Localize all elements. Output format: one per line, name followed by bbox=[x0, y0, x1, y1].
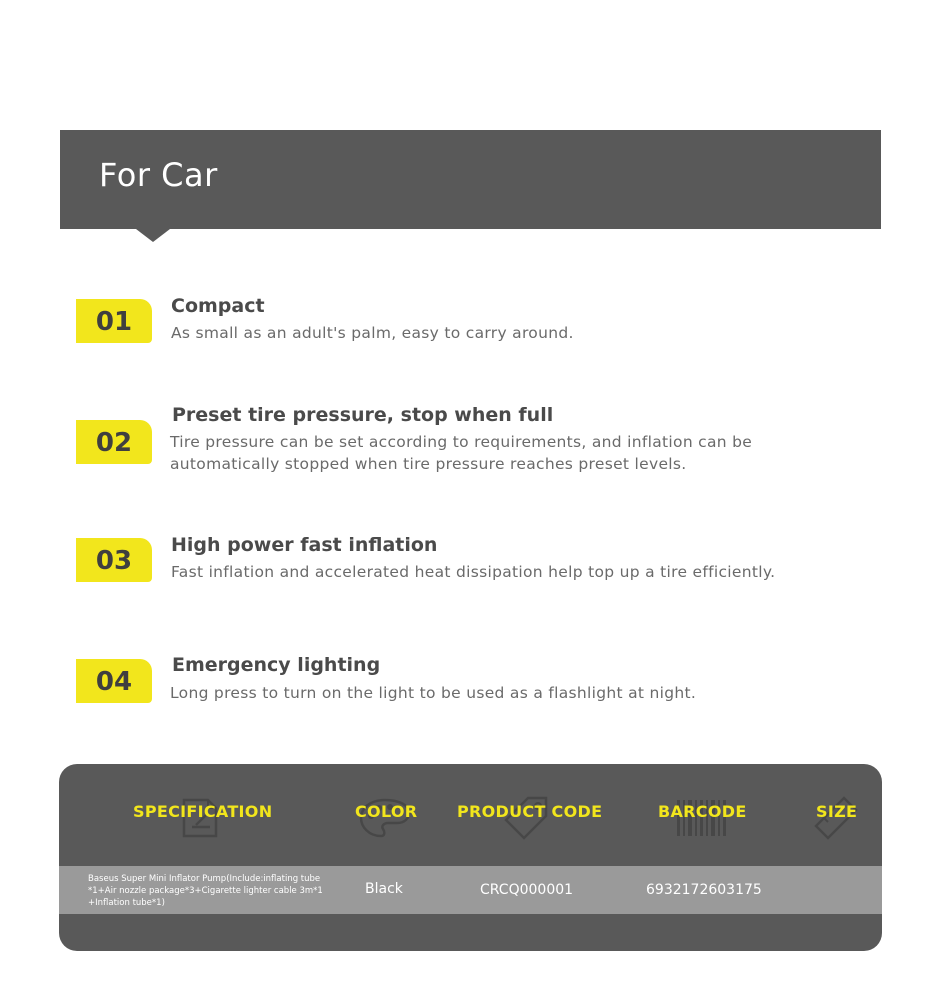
feature-description: Long press to turn on the light to be used as a flashlight at night. bbox=[170, 684, 697, 702]
feature-description: Fast inflation and accelerated heat dissipation help top up a tire efficiently. bbox=[171, 563, 776, 581]
feature-title: High power fast inflation bbox=[171, 534, 438, 556]
cell-specification: Baseus Super Mini Inflator Pump(Include:inflating tube *1+Air nozzle package*3+Cigarette lighter cable 3m*1 +Inflation tube*1) bbox=[88, 874, 323, 908]
specification-table bbox=[59, 764, 882, 951]
feature-item bbox=[76, 403, 836, 483]
banner-pointer bbox=[136, 229, 170, 242]
header-product-code: PRODUCT CODE bbox=[457, 802, 603, 821]
table-row bbox=[59, 866, 882, 914]
cell-barcode: 6932172603175 bbox=[646, 882, 762, 898]
feature-title: Emergency lighting bbox=[172, 654, 381, 676]
feature-item bbox=[76, 534, 836, 594]
header-size: SIZE bbox=[816, 802, 858, 821]
feature-description: Tire pressure can be set according to requirements, and inflation can be automatically stopped when tire pressure reaches preset levels. bbox=[170, 433, 753, 473]
section-banner bbox=[60, 130, 881, 229]
feature-item bbox=[76, 654, 836, 714]
header-barcode: BARCODE bbox=[658, 802, 747, 821]
feature-item bbox=[76, 295, 836, 355]
feature-number-badge: 01 bbox=[76, 299, 152, 343]
header-specification: SPECIFICATION bbox=[133, 802, 273, 821]
feature-number-badge: 03 bbox=[76, 538, 152, 582]
cell-color: Black bbox=[365, 881, 403, 897]
feature-title: Compact bbox=[171, 295, 265, 317]
feature-description: As small as an adult's palm, easy to carry around. bbox=[171, 324, 574, 342]
header-color: COLOR bbox=[355, 802, 418, 821]
specification-table-header bbox=[59, 764, 882, 866]
feature-title: Preset tire pressure, stop when full bbox=[172, 404, 554, 426]
banner-title: For Car bbox=[99, 156, 218, 194]
feature-number-badge: 02 bbox=[76, 420, 152, 464]
feature-number-badge: 04 bbox=[76, 659, 152, 703]
cell-product-code: CRCQ000001 bbox=[480, 882, 574, 898]
